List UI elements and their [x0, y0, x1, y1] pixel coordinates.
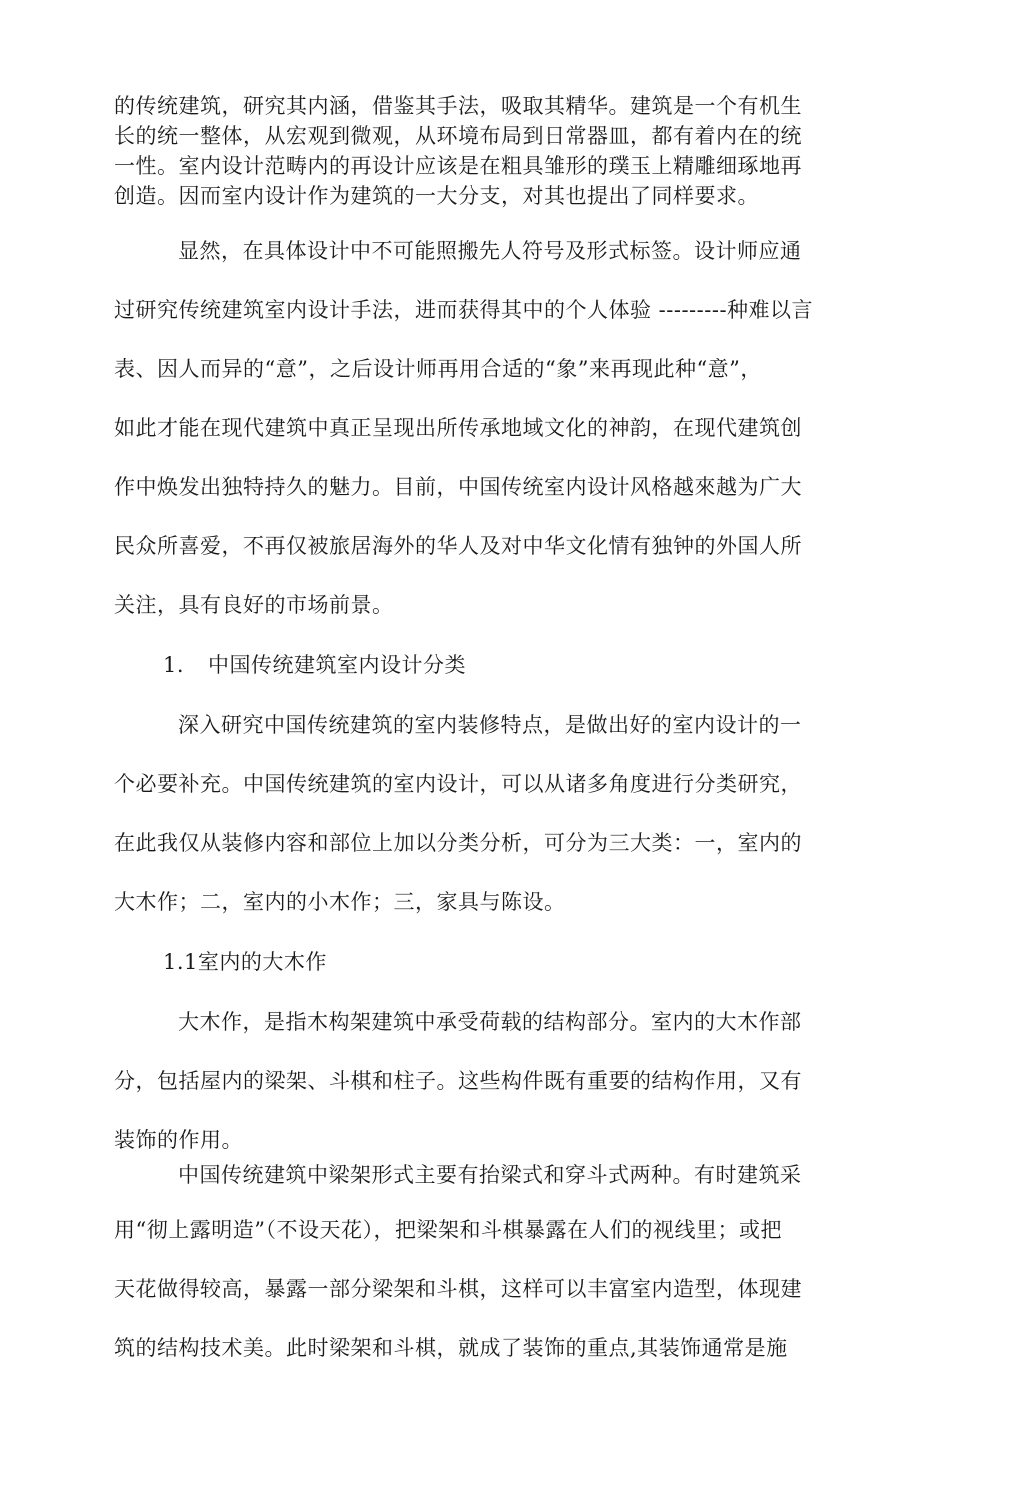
text-line: 表、因人而异的“意”，之后设计师再用合适的“象”来再现此种“意”， — [114, 357, 762, 381]
text-line: 一性。室内设计范畴内的再设计应该是在粗具雏形的璞玉上精雕细琢地再 — [114, 154, 802, 178]
text-line: 大木作；二，室内的小木作；三，家具与陈设。 — [114, 890, 566, 914]
text-line: 民众所喜爱，不再仅被旅居海外的华人及对中华文化情有独钟的外国人所 — [114, 534, 802, 558]
text-line: 关注，具有良好的市场前景。 — [114, 593, 394, 617]
text-line: 筑的结构技术美。此时梁架和斗棋，就成了装饰的重点,其装饰通常是施 — [114, 1336, 788, 1360]
section-heading-1 — [163, 652, 466, 678]
text-line: 长的统一整体，从宏观到微观，从环境布局到日常器皿，都有着内在的统 — [114, 124, 802, 148]
text-line: 的传统建筑，研究其内涵，借鉴其手法，吸取其精华。建筑是一个有机生 — [114, 94, 802, 118]
text-line: 过研究传统建筑室内设计手法，进而获得其中的个人体验 ---------种难以言 — [114, 298, 814, 322]
text-line: 用“彻上露明造”（不设天花），把梁架和斗棋暴露在人们的视线里；或把 — [114, 1218, 782, 1242]
text-line: 分，包括屋内的梁架、斗棋和柱子。这些构件既有重要的结构作用，又有 — [114, 1069, 802, 1093]
section-number: 1. — [163, 653, 185, 677]
text-line: 装饰的作用。 — [114, 1128, 243, 1152]
section-heading-1-1: 1.1室内的大木作 — [163, 950, 327, 974]
text-line: 个必要补充。中国传统建筑的室内设计，可以从诸多角度进行分类研究， — [114, 772, 802, 796]
text-line: 深入研究中国传统建筑的室内装修特点，是做出好的室内设计的一 — [178, 713, 802, 737]
text-line: 如此才能在现代建筑中真正呈现出所传承地域文化的神韵，在现代建筑创 — [114, 416, 802, 440]
text-line: 大木作，是指木构架建筑中承受荷载的结构部分。室内的大木作部 — [178, 1010, 802, 1034]
text-line: 天花做得较高，暴露一部分梁架和斗棋，这样可以丰富室内造型，体现建 — [114, 1277, 802, 1301]
section-title: 中国传统建筑室内设计分类 — [208, 653, 467, 677]
text-line: 在此我仅从装修内容和部位上加以分类分析，可分为三大类：一，室内的 — [114, 831, 802, 855]
text-line: 创造。因而室内设计作为建筑的一大分支，对其也提出了同样要求。 — [114, 184, 759, 208]
text-line: 显然，在具体设计中不可能照搬先人符号及形式标签。设计师应通 — [178, 239, 802, 263]
text-line: 中国传统建筑中梁架形式主要有抬梁式和穿斗式两种。有时建筑采 — [178, 1163, 802, 1187]
text-line: 作中焕发出独特持久的魅力。目前，中国传统室内设计风格越來越为广大 — [114, 475, 802, 499]
